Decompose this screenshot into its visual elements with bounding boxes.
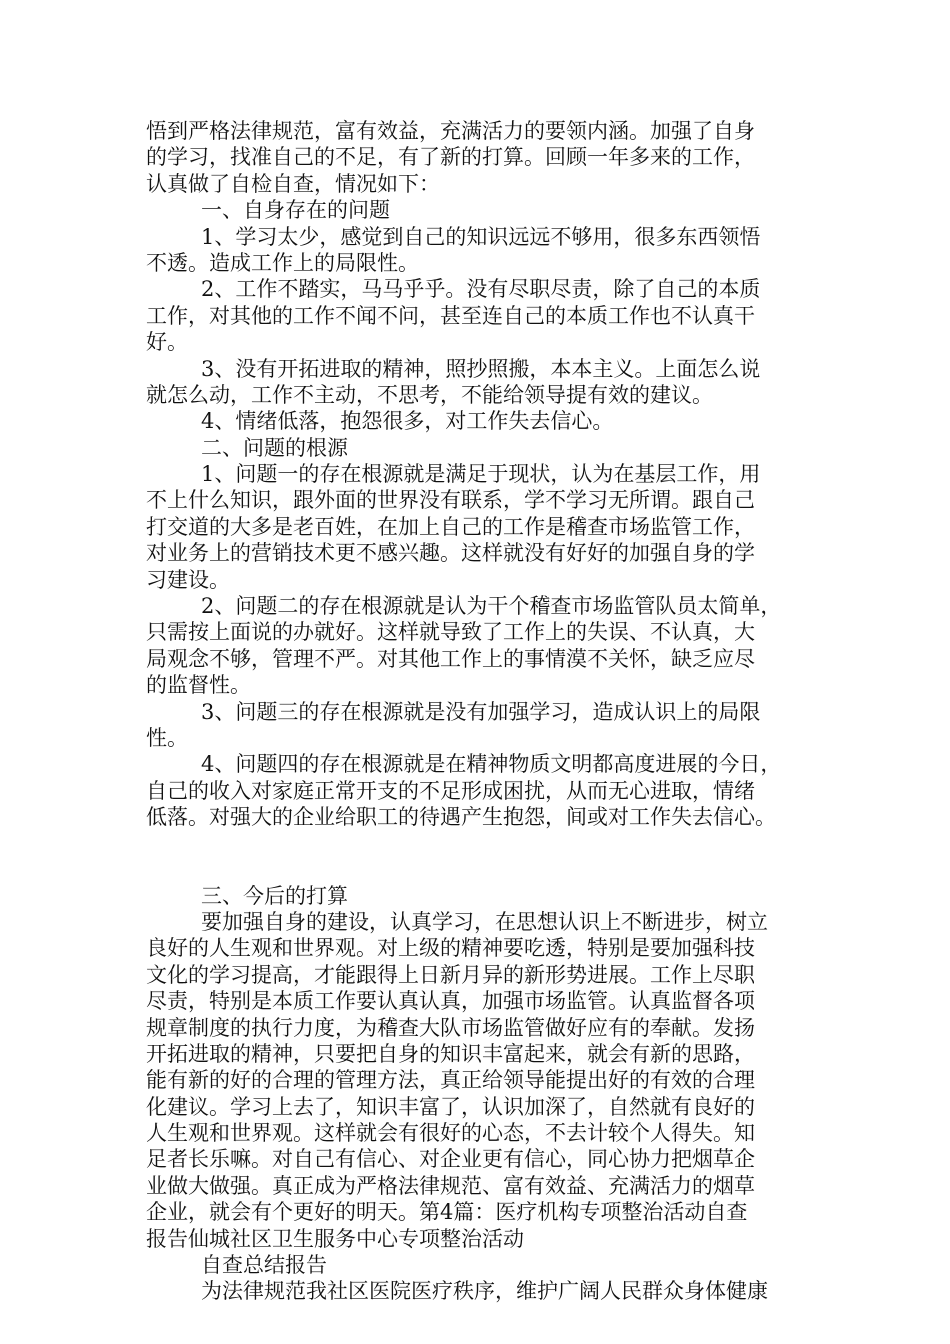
paragraph-line: 4、问题四的存在根源就是在精神物质文明都高度进展的今日， [201,752,782,777]
paragraph-line: 2、问题二的存在根源就是认为干个稽查市场监管队员太简单， [201,594,782,619]
paragraph-line: 不透。造成工作上的局限性。 [146,250,419,275]
paragraph-line: 3、问题三的存在根源就是没有加强学习，造成认识上的局限 [201,699,761,724]
paragraph-line: 的学习，找准自己的不足，有了新的打算。回顾一年多来的工作， [146,145,755,170]
paragraph-line: 化建议。学习上去了，知识丰富了，认识加深了，自然就有良好的 [146,1094,755,1119]
paragraph-line: 为法律规范我社区医院医疗秩序，维护广阔人民群众身体健康 [201,1279,768,1304]
section-heading: 二、问题的根源 [201,435,348,460]
section-heading: 三、今后的打算 [201,883,348,908]
paragraph-line: 4、情绪低落，抱怨很多，对工作失去信心。 [201,409,614,434]
paragraph-line: 规章制度的执行力度，为稽查大队市场监管做好应有的奉献。发扬 [146,1015,755,1040]
section-heading: 自查总结报告 [201,1253,327,1278]
paragraph-line: 文化的学习提高，才能跟得上日新月异的新形势进展。工作上尽职 [146,962,755,987]
paragraph-line: 对业务上的营销技术更不感兴趣。这样就没有好好的加强自身的学 [146,541,755,566]
paragraph-line: 开拓进取的精神，只要把自身的知识丰富起来，就会有新的思路， [146,1041,755,1066]
paragraph-line: 能有新的好的合理的管理方法，真正给领导能提出好的有效的合理 [146,1068,755,1093]
paragraph-line: 良好的人生观和世界观。对上级的精神要吃透，特别是要加强科技 [146,936,755,961]
document-body [146,118,826,1305]
paragraph-line: 足者长乐嘛。对自己有信心、对企业更有信心，同心协力把烟草企 [146,1147,755,1172]
paragraph-line: 不上什么知识，跟外面的世界没有联系，学不学习无所谓。跟自己 [146,488,755,513]
paragraph-line: 自己的收入对家庭正常开支的不足形成困扰，从而无心进取，情绪 [146,778,755,803]
paragraph-line: 悟到严格法律规范，富有效益，充满活力的要领内涵。加强了自身 [146,119,755,143]
paragraph-line: 只需按上面说的办就好。这样就导致了工作上的失误、不认真，大 [146,620,755,645]
paragraph-line: 打交道的大多是老百姓，在加上自己的工作是稽查市场监管工作， [146,514,755,539]
paragraph-line: 局观念不够，管理不严。对其他工作上的事情漠不关怀，缺乏应尽 [146,646,755,671]
paragraph-line: 就怎么动，工作不主动，不思考，不能给领导提有效的建议。 [146,382,713,407]
paragraph-line: 性。 [146,725,188,750]
paragraph-line: 要加强自身的建设，认真学习，在思想认识上不断进步，树立 [201,909,768,934]
paragraph-line: 好。 [146,330,188,355]
paragraph-line: 1、学习太少，感觉到自己的知识远远不够用，很多东西领悟 [201,224,761,249]
paragraph-line: 认真做了自检自查，情况如下： [146,171,440,196]
paragraph-line: 人生观和世界观。这样就会有很好的心态，不去计较个人得失。知 [146,1121,755,1146]
paragraph-line: 1、问题一的存在根源就是满足于现状，认为在基层工作，用 [201,462,761,487]
paragraph-line: 报告仙城社区卫生服务中心专项整治活动 [146,1226,524,1251]
paragraph-line: 业做大做强。真正成为严格法律规范、富有效益、充满活力的烟草 [146,1173,755,1198]
paragraph-line: 习建设。 [146,567,230,592]
paragraph-line: 企业，就会有个更好的明天。第4篇：医疗机构专项整治活动自查 [146,1200,748,1225]
paragraph-line: 工作，对其他的工作不闻不问，甚至连自己的本质工作也不认真干 [146,303,755,328]
paragraph-line: 2、工作不踏实，马马乎乎。没有尽职尽责，除了自己的本质 [201,277,761,302]
paragraph-line: 低落。对强大的企业给职工的待遇产生抱怨，间或对工作失去信心。 [146,805,776,830]
section-heading: 一、自身存在的问题 [201,198,390,223]
paragraph-line: 的监督性。 [146,673,251,698]
paragraph-line: 尽责，特别是本质工作要认真认真，加强市场监管。认真监督各项 [146,989,755,1014]
paragraph-line: 3、没有开拓进取的精神，照抄照搬，本本主义。上面怎么说 [201,356,761,381]
paragraph-spacer [146,831,826,883]
